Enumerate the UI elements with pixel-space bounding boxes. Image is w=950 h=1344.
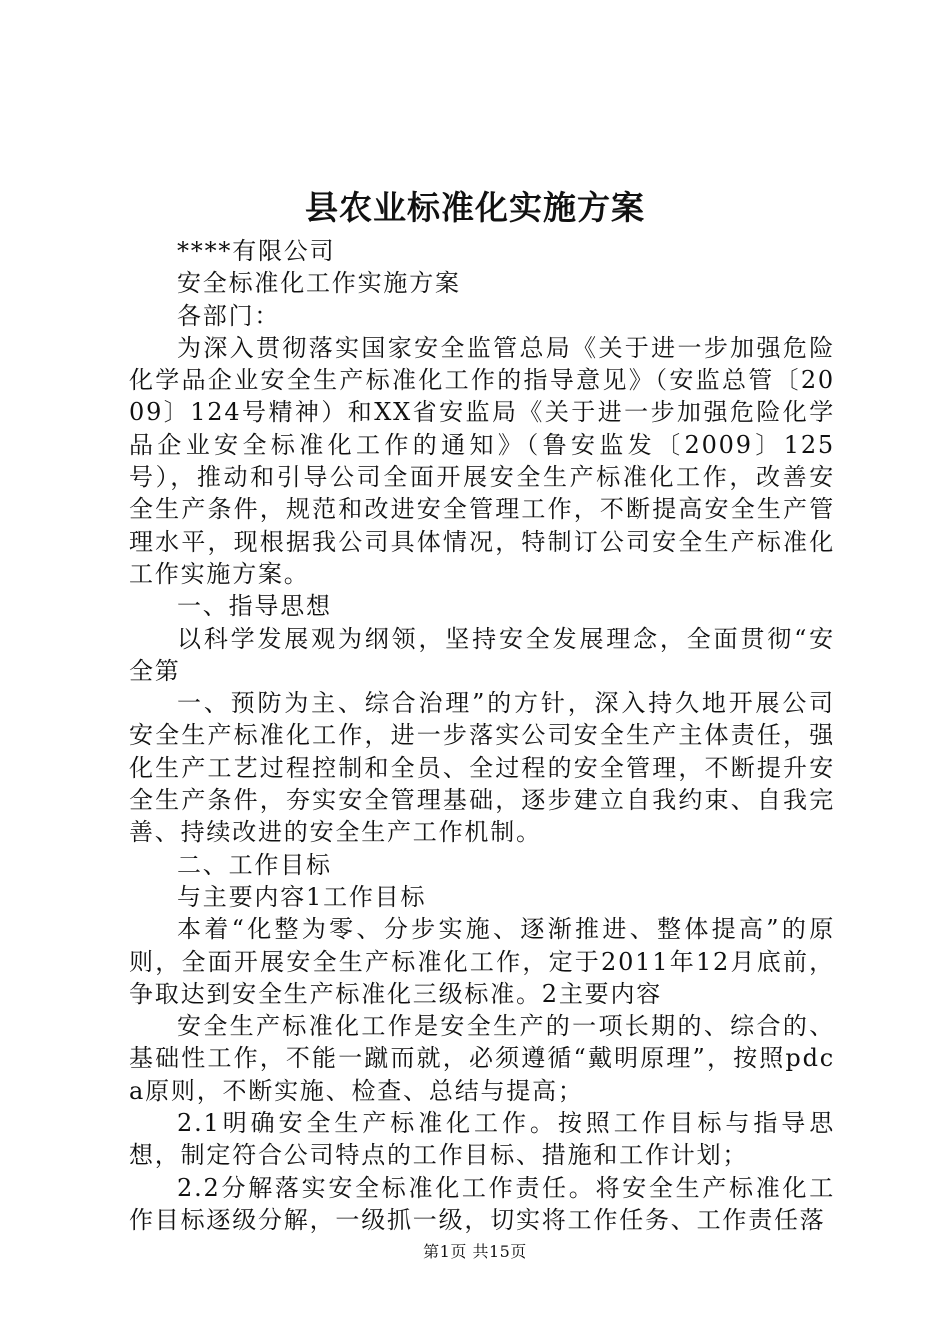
paragraph-guiding-thought: 以科学发展观为纲领，坚持安全发展理念，全面贯彻“安全第: [129, 624, 835, 685]
paragraph-intro: 为深入贯彻落实国家安全监管总局《关于进一步加强危险化学品企业安全生产标准化工作的指导意见》（安监总管〔2009〕124号精神）和XX省安监局《关于进一步加强危险化学品企业安全标准化工作的通知》（鲁安监发〔2009〕125号），推动和引导公司全面开展安全生产标准化工作，改善安全生产条件，规范和改进安全管理工作，不断提高安全生产管理水平，现根据我公司具体情况，特制订公司安全生产标准化工作实施方案。: [129, 333, 835, 588]
page-footer: 第1页 共15页: [423, 1242, 527, 1261]
document-body: [129, 235, 835, 1236]
heading-main-content: 与主要内容1工作目标: [177, 882, 427, 911]
paragraph-goals: 本着“化整为零、分步实施、逐渐推进、整体提高”的原则，全面开展安全生产标准化工作，定于2011年12月底前，争取达到安全生产标准化三级标准。2主要内容: [129, 915, 835, 1008]
paragraph-content: 安全生产标准化工作是安全生产的一项长期的、综合的、基础性工作，不能一蹴而就，必须遵循“戴明原理”，按照pdca原则，不断实施、检查、总结与提高；: [129, 1012, 835, 1105]
paragraph-plan-name: 安全标准化工作实施方案: [177, 269, 461, 298]
paragraph-item-2-2: 2.2分解落实安全标准化工作责任。将安全生产标准化工作目标逐级分解，一级抓一级，切实将工作任务、工作责任落: [129, 1173, 835, 1234]
paragraph-guiding-thought-continued: 一、预防为主、综合治理”的方针，深入持久地开展公司安全生产标准化工作，进一步落实公司安全生产主体责任，强化生产工艺过程控制和全员、全过程的安全管理，不断提升安全生产条件，夯实安全管理基础，逐步建立自我约束、自我完善、持续改进的安全生产工作机制。: [129, 689, 835, 847]
document-title: 县农业标准化实施方案: [305, 188, 645, 227]
heading-work-goals: 二、工作目标: [177, 850, 332, 879]
paragraph-item-2-1: 2.1明确安全生产标准化工作。按照工作目标与指导思想，制定符合公司特点的工作目标、措施和工作计划；: [129, 1109, 835, 1170]
paragraph-salutation: 各部门：: [177, 301, 281, 330]
paragraph-company: ****有限公司: [177, 237, 336, 265]
heading-guiding-thought: 一、指导思想: [177, 592, 332, 621]
